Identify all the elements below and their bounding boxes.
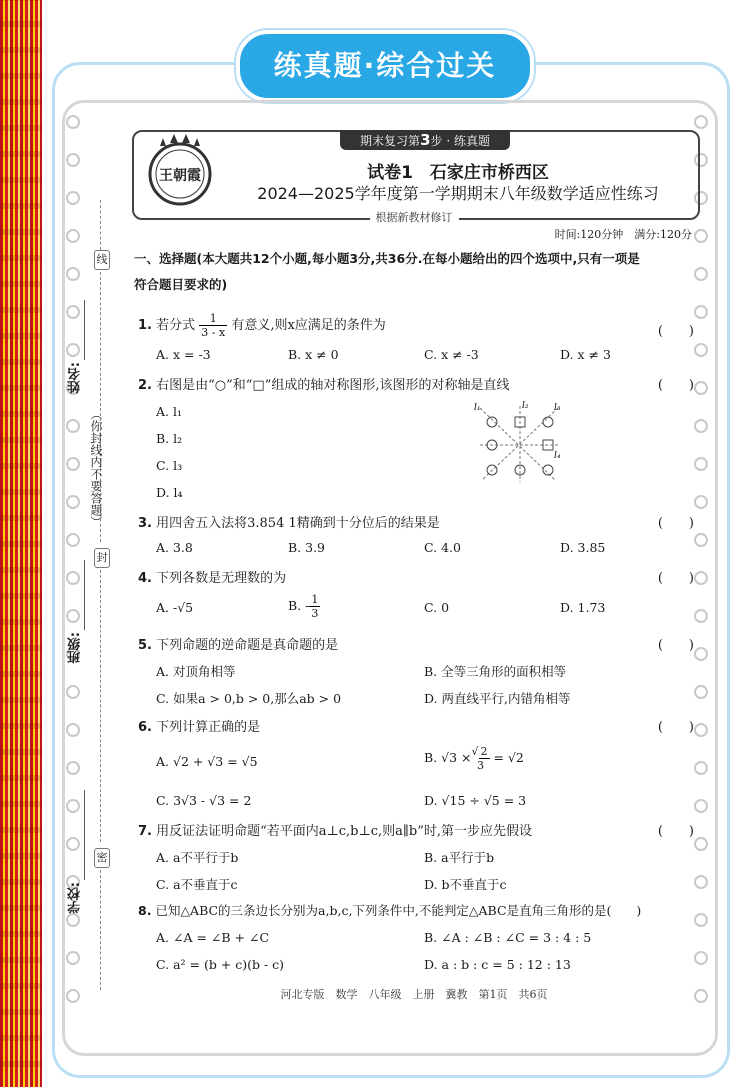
q5-option-a[interactable]: A. 对顶角相等 xyxy=(156,664,236,679)
q5-option-c[interactable]: C. 如果a > 0,b > 0,那么ab > 0 xyxy=(156,691,342,706)
decorative-ribbon xyxy=(0,0,42,1087)
page-footer: 河北专版 数学 八年级 上册 冀教 第1页 共6页 xyxy=(280,988,548,1001)
banner-title: 练真题·综合过关 xyxy=(236,30,534,102)
paper-title: 试卷1 石家庄市桥西区 xyxy=(367,163,549,183)
question-1: 1. 若分式 $\frac{1}{3 - x}$ 有意义,则x应满足的条件为 ( ) xyxy=(138,312,694,339)
q6-option-d[interactable]: D. √15 ÷ √5 = 3 xyxy=(424,793,527,808)
q4-option-b[interactable]: B. - $\frac{1}{3}$ xyxy=(288,593,319,620)
q3-option-a[interactable]: A. 3.8 xyxy=(156,540,193,555)
q5-option-b[interactable]: B. 全等三角形的面积相等 xyxy=(424,664,567,679)
publisher-logo xyxy=(140,134,220,210)
question-3: 3. 用四舍五入法将3.854 1精确到十分位后的结果是 ( ) xyxy=(138,516,694,531)
q8-option-c[interactable]: C. a² = (b + c)(b - c) xyxy=(156,957,285,972)
q2-option-b[interactable]: B. l₂ xyxy=(156,431,183,446)
revised-note: 根据新教材修订 xyxy=(132,209,696,225)
svg-text:l₄: l₄ xyxy=(554,451,561,461)
q3-option-c[interactable]: C. 4.0 xyxy=(424,540,461,555)
section-title: 一、选择题(本大题共12个小题,每小题3分,共36分.在每小题给出的四个选项中,只有一项是 符合题目要求的) xyxy=(134,251,640,292)
q2-option-c[interactable]: C. l₃ xyxy=(156,458,183,473)
q7-option-c[interactable]: C. a不垂直于c xyxy=(156,877,238,892)
seal-seal-char: 封 xyxy=(94,548,110,568)
q5-option-d[interactable]: D. 两直线平行,内错角相等 xyxy=(424,691,571,706)
seal-secret-char: 密 xyxy=(94,848,110,868)
symmetry-figure xyxy=(470,398,570,488)
q8-option-b[interactable]: B. ∠A : ∠B : ∠C = 3 : 4 : 5 xyxy=(424,930,592,945)
paper-subtitle: 2024—2025学年度第一学期期末八年级数学适应性练习 xyxy=(257,184,659,203)
svg-text:l₂: l₂ xyxy=(522,401,529,411)
question-8: 8. 已知△ABC的三条边长分别为a,b,c,下列条件中,不能判定△ABC是直角三角形的是( ) xyxy=(138,903,642,918)
q8-option-a[interactable]: A. ∠A = ∠B + ∠C xyxy=(156,930,270,945)
q2-option-d[interactable]: D. l₄ xyxy=(156,485,183,500)
question-5: 5. 下列命题的逆命题是真命题的是 ( ) xyxy=(138,638,694,653)
svg-text:l₃: l₃ xyxy=(554,403,561,413)
q2-option-a[interactable]: A. l₁ xyxy=(156,404,182,419)
q1-option-c[interactable]: C. x ≠ -3 xyxy=(424,347,479,362)
q7-option-d[interactable]: D. b不垂直于c xyxy=(424,877,507,892)
question-7: 7. 用反证法证明命题“若平面内a⊥c,b⊥c,则a∥b”时,第一步应先假设 ( ) xyxy=(138,824,694,839)
class-label: 班级: xyxy=(68,632,83,664)
q1-option-d[interactable]: D. x ≠ 3 xyxy=(560,347,611,362)
q7-option-b[interactable]: B. a平行于b xyxy=(424,850,495,865)
q3-option-b[interactable]: B. 3.9 xyxy=(288,540,326,555)
time-and-score: 时间:120分钟 满分:120分 xyxy=(554,228,692,241)
svg-text:l₁: l₁ xyxy=(474,403,481,413)
q8-option-d[interactable]: D. a : b : c = 5 : 12 : 13 xyxy=(424,957,571,972)
exam-content xyxy=(134,246,696,298)
step-tag: 期末复习第3步 · 练真题 xyxy=(340,130,510,150)
school-label: 学校: xyxy=(68,882,83,914)
binder-holes-right xyxy=(694,115,708,1035)
q7-option-a[interactable]: A. a不平行于b xyxy=(156,850,239,865)
name-label: 姓名: xyxy=(68,362,83,394)
q4-option-a[interactable]: A. -√5 xyxy=(156,600,194,615)
svg-text:王朝霞: 王朝霞 xyxy=(159,168,201,184)
q4-option-c[interactable]: C. 0 xyxy=(424,600,450,615)
question-2: 2. 右图是由“○”和“□”组成的轴对称图形,该图形的对称轴是直线 ( ) xyxy=(138,378,694,393)
q1-option-b[interactable]: B. x ≠ 0 xyxy=(288,347,339,362)
binding-note: （你封线内不要答题） xyxy=(89,408,103,528)
q6-option-c[interactable]: C. 3√3 - √3 = 2 xyxy=(156,793,252,808)
q6-option-b[interactable]: B. √3 ×√ 2 3 = √2 xyxy=(424,745,524,772)
question-6: 6. 下列计算正确的是 ( ) xyxy=(138,720,694,735)
q3-option-d[interactable]: D. 3.85 xyxy=(560,540,606,555)
seal-line-char: 线 xyxy=(94,250,110,270)
q4-option-d[interactable]: D. 1.73 xyxy=(560,600,606,615)
question-4: 4. 下列各数是无理数的为 ( ) xyxy=(138,571,694,586)
q6-option-a[interactable]: A. √2 + √3 = √5 xyxy=(156,754,258,769)
q1-option-a[interactable]: A. x = -3 xyxy=(156,347,211,362)
